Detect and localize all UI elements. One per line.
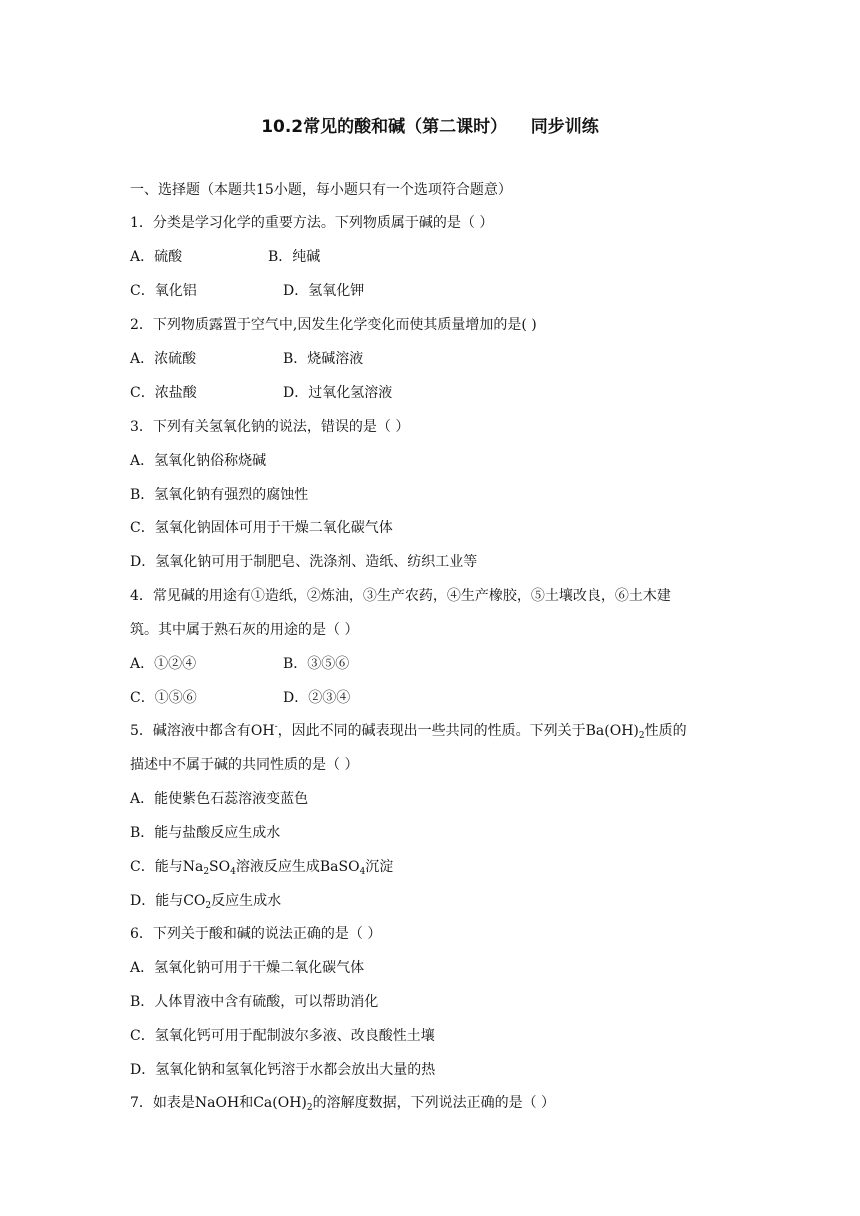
question-5-stem-line1 xyxy=(130,722,687,740)
question-2-option-c: C．浓盐酸 xyxy=(130,385,197,401)
question-1-option-d: D．氢氧化钾 xyxy=(283,283,365,299)
q7-text-a: 7．如表是NaOH和Ca(OH) xyxy=(130,1095,307,1111)
q5-sub-2: 2 xyxy=(638,731,645,741)
question-2-stem: 2．下列物质露置于空气中,因发生化学变化而使其质量增加的是( ) xyxy=(130,317,537,333)
question-6-stem: 6．下列关于酸和碱的说法正确的是（ ） xyxy=(130,926,382,942)
q7-sub-2: 2 xyxy=(306,1103,313,1113)
question-6-option-d: D．氢氧化钠和氢氧化钙溶于水都会放出大量的热 xyxy=(130,1062,436,1078)
question-5-option-a: A．能使紫色石蕊溶液变蓝色 xyxy=(130,791,309,807)
question-1-stem: 1．分类是学习化学的重要方法。下列物质属于碱的是（ ） xyxy=(130,215,494,231)
question-5-option-c xyxy=(130,858,393,876)
question-5-option-d xyxy=(130,892,281,910)
q5-text-a: 5．碱溶液中都含有OH xyxy=(130,723,275,739)
question-4-stem-line1: 4．常见碱的用途有①造纸，②炼油，③生产农药，④生产橡胶，⑤土壤改良，⑥土木建 xyxy=(130,588,671,604)
section-heading: 一、选择题（本题共15小题，每小题只有一个选项符合题意） xyxy=(130,182,512,198)
question-3-option-d: D．氢氧化钠可用于制肥皂、洗涤剂、造纸、纺织工业等 xyxy=(130,554,478,570)
q5c-sub-2: 4 xyxy=(230,867,236,877)
question-4-option-d: D．②③④ xyxy=(283,690,351,706)
question-6-option-c: C．氢氧化钙可用于配制波尔多液、改良酸性土壤 xyxy=(130,1028,435,1044)
question-3-option-c: C．氢氧化钠固体可用于干燥二氧化碳气体 xyxy=(130,520,393,536)
q7-text-b: 的溶解度数据，下列说法正确的是（ ） xyxy=(312,1095,556,1111)
question-3-stem: 3．下列有关氢氧化钠的说法，错误的是（ ） xyxy=(130,419,410,435)
q5-text-b: ，因此不同的碱表现出一些共同的性质。下列关于Ba(OH) xyxy=(277,723,639,739)
question-7-stem xyxy=(130,1094,555,1112)
q5c-text-3: 溶液反应生成BaSO xyxy=(235,859,360,875)
question-1-option-b: B．纯碱 xyxy=(268,249,321,265)
q5c-sub-3: 4 xyxy=(359,867,366,877)
question-1-option-a: A．硫酸 xyxy=(130,249,183,265)
q5c-text-4: 沉淀 xyxy=(365,859,394,875)
q5d-text-1: D．能与CO xyxy=(130,893,206,909)
question-3-option-a: A．氢氧化钠俗称烧碱 xyxy=(130,453,267,469)
question-3-option-b: B．氢氧化钠有强烈的腐蚀性 xyxy=(130,487,309,503)
q5-sup-charge: - xyxy=(274,722,278,732)
question-4-option-a: A．①②④ xyxy=(130,656,197,672)
q5-text-c: 性质的 xyxy=(644,723,687,739)
q5c-text-1: C．能与Na xyxy=(130,859,204,875)
question-1-option-c: C．氧化铝 xyxy=(130,283,197,299)
q5d-sub: 2 xyxy=(205,901,212,911)
q5d-text-2: 反应生成水 xyxy=(211,893,282,909)
question-6-option-a: A．氢氧化钠可用于干燥二氧化碳气体 xyxy=(130,960,365,976)
question-5-option-b: B．能与盐酸反应生成水 xyxy=(130,825,281,841)
question-6-option-b: B．人体胃液中含有硫酸，可以帮助消化 xyxy=(130,994,379,1010)
q5c-text-2: SO xyxy=(209,859,231,875)
question-2-option-d: D．过氧化氢溶液 xyxy=(283,385,393,401)
question-4-option-b: B．③⑤⑥ xyxy=(283,656,350,672)
question-4-option-c: C．①⑤⑥ xyxy=(130,690,197,706)
question-2-option-a: A．浓硫酸 xyxy=(130,351,197,367)
question-5-stem-line2: 描述中不属于碱的共同性质的是（ ） xyxy=(130,757,359,773)
page-title: 10.2常见的酸和碱（第二课时） 同步训练 xyxy=(261,117,599,137)
question-4-stem-line2: 筑。其中属于熟石灰的用途的是（ ） xyxy=(130,622,359,638)
question-2-option-b: B．烧碱溶液 xyxy=(283,351,364,367)
q5c-sub-1: 2 xyxy=(203,867,210,877)
